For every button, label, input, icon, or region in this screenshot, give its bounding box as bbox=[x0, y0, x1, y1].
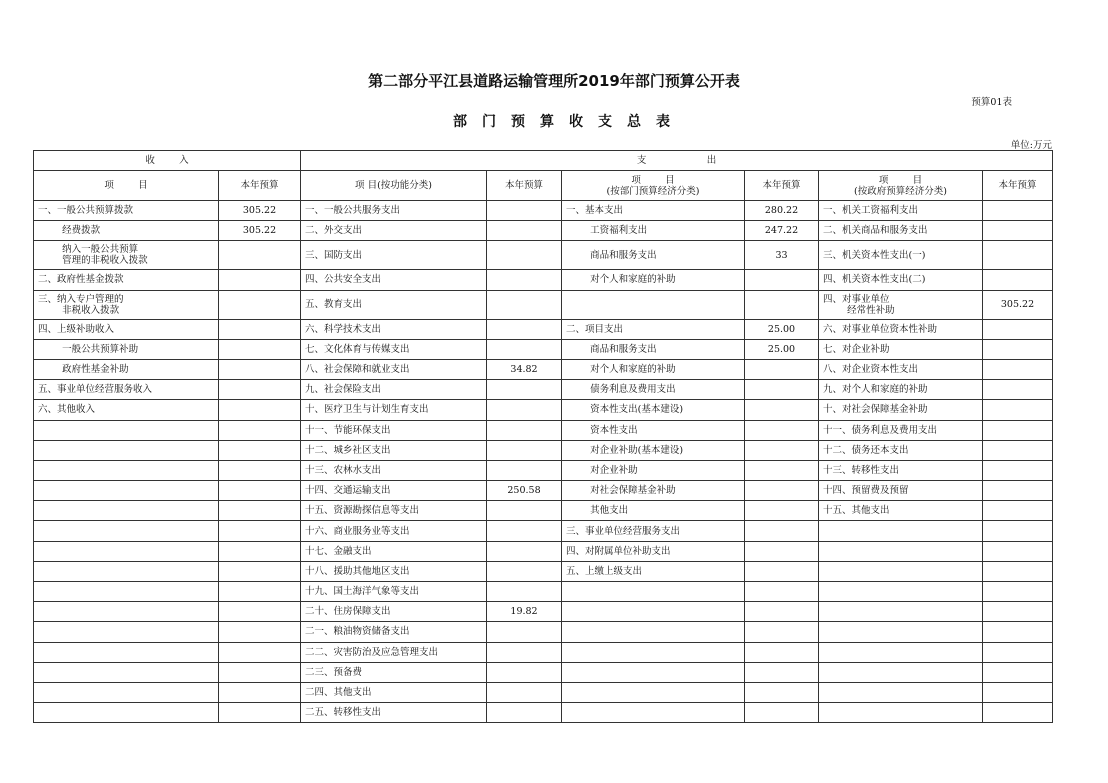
budget-amount-cell: 280.22 bbox=[745, 201, 819, 221]
item-name-cell bbox=[34, 662, 219, 682]
item-name-cell: 七、对企业补助 bbox=[819, 339, 983, 359]
budget-amount-cell bbox=[487, 662, 562, 682]
item-name-cell: 六、科学技术支出 bbox=[301, 319, 487, 339]
table-row bbox=[34, 221, 1053, 241]
item-name-cell bbox=[34, 440, 219, 460]
budget-amount-cell bbox=[745, 460, 819, 480]
budget-amount-cell bbox=[487, 201, 562, 221]
budget-amount-cell bbox=[487, 290, 562, 319]
budget-amount-cell bbox=[219, 290, 301, 319]
expenditure-section-header: 支 出 bbox=[301, 151, 1053, 171]
budget-amount-cell: 305.22 bbox=[219, 221, 301, 241]
budget-amount-cell bbox=[487, 241, 562, 270]
item-name-cell bbox=[562, 602, 745, 622]
item-name-cell bbox=[562, 682, 745, 702]
budget-amount-cell bbox=[487, 521, 562, 541]
budget-amount-cell bbox=[983, 400, 1053, 420]
budget-amount-cell bbox=[487, 682, 562, 702]
column-header: 本年预算 bbox=[487, 171, 562, 201]
budget-amount-cell bbox=[487, 380, 562, 400]
item-name-cell: 六、对事业单位资本性补助 bbox=[819, 319, 983, 339]
item-name-cell: 十四、交通运输支出 bbox=[301, 481, 487, 501]
budget-summary-table bbox=[33, 150, 1053, 723]
budget-amount-cell bbox=[745, 359, 819, 379]
item-name-cell: 三、事业单位经营服务支出 bbox=[562, 521, 745, 541]
budget-amount-cell bbox=[745, 703, 819, 723]
item-name-cell: 资本性支出 bbox=[562, 420, 745, 440]
item-name-cell: 十五、资源勘探信息等支出 bbox=[301, 501, 487, 521]
table-row bbox=[34, 582, 1053, 602]
item-name-cell bbox=[562, 703, 745, 723]
item-name-cell: 经费拨款 bbox=[34, 221, 219, 241]
budget-amount-cell: 33 bbox=[745, 241, 819, 270]
item-name-cell: 九、社会保险支出 bbox=[301, 380, 487, 400]
budget-amount-cell bbox=[219, 420, 301, 440]
budget-amount-cell bbox=[487, 440, 562, 460]
item-name-cell bbox=[34, 602, 219, 622]
budget-amount-cell bbox=[487, 561, 562, 581]
item-name-cell: 四、公共安全支出 bbox=[301, 270, 487, 290]
item-name-cell bbox=[819, 662, 983, 682]
budget-amount-cell bbox=[219, 270, 301, 290]
table-row bbox=[34, 642, 1053, 662]
table-row bbox=[34, 201, 1053, 221]
item-name-cell: 对社会保障基金补助 bbox=[562, 481, 745, 501]
budget-amount-cell bbox=[983, 339, 1053, 359]
budget-amount-cell bbox=[487, 339, 562, 359]
budget-amount-cell bbox=[983, 359, 1053, 379]
item-name-cell: 纳入一般公共预算 管理的非税收入拨款 bbox=[34, 241, 219, 270]
budget-amount-cell bbox=[983, 622, 1053, 642]
item-name-cell bbox=[819, 682, 983, 702]
budget-amount-cell bbox=[983, 582, 1053, 602]
budget-amount-cell bbox=[219, 602, 301, 622]
item-name-cell bbox=[562, 642, 745, 662]
budget-amount-cell bbox=[487, 319, 562, 339]
item-name-cell: 五、事业单位经营服务收入 bbox=[34, 380, 219, 400]
budget-amount-cell bbox=[745, 501, 819, 521]
column-header: 项 目 (按政府预算经济分类) bbox=[819, 171, 983, 201]
item-name-cell: 一、一般公共服务支出 bbox=[301, 201, 487, 221]
budget-amount-cell bbox=[219, 561, 301, 581]
item-name-cell bbox=[34, 561, 219, 581]
budget-amount-cell bbox=[487, 622, 562, 642]
item-name-cell: 十二、城乡社区支出 bbox=[301, 440, 487, 460]
item-name-cell: 十二、债务还本支出 bbox=[819, 440, 983, 460]
budget-amount-cell bbox=[219, 400, 301, 420]
budget-amount-cell bbox=[983, 501, 1053, 521]
table-row bbox=[34, 440, 1053, 460]
item-name-cell: 三、机关资本性支出(一) bbox=[819, 241, 983, 270]
budget-amount-cell bbox=[983, 380, 1053, 400]
item-name-cell: 二四、其他支出 bbox=[301, 682, 487, 702]
item-name-cell bbox=[819, 642, 983, 662]
item-name-cell: 四、上级补助收入 bbox=[34, 319, 219, 339]
budget-amount-cell bbox=[487, 541, 562, 561]
budget-amount-cell bbox=[983, 481, 1053, 501]
item-name-cell: 四、机关资本性支出(二) bbox=[819, 270, 983, 290]
table-row bbox=[34, 703, 1053, 723]
item-name-cell bbox=[34, 481, 219, 501]
budget-amount-cell bbox=[487, 501, 562, 521]
form-code: 预算01表 bbox=[971, 97, 1012, 108]
budget-amount-cell bbox=[983, 201, 1053, 221]
item-name-cell: 十、对社会保障基金补助 bbox=[819, 400, 983, 420]
budget-amount-cell bbox=[983, 221, 1053, 241]
table-row bbox=[34, 662, 1053, 682]
column-header-row bbox=[34, 171, 1053, 201]
item-name-cell: 商品和服务支出 bbox=[562, 339, 745, 359]
table-row bbox=[34, 420, 1053, 440]
item-name-cell bbox=[34, 420, 219, 440]
budget-amount-cell bbox=[487, 400, 562, 420]
item-name-cell: 二十、住房保障支出 bbox=[301, 602, 487, 622]
item-name-cell: 二五、转移性支出 bbox=[301, 703, 487, 723]
budget-amount-cell bbox=[745, 582, 819, 602]
item-name-cell: 二、政府性基金拨款 bbox=[34, 270, 219, 290]
budget-amount-cell: 19.82 bbox=[487, 602, 562, 622]
item-name-cell bbox=[562, 622, 745, 642]
budget-amount-cell bbox=[219, 501, 301, 521]
table-row bbox=[34, 622, 1053, 642]
table-row bbox=[34, 521, 1053, 541]
budget-amount-cell bbox=[983, 642, 1053, 662]
item-name-cell bbox=[819, 602, 983, 622]
budget-amount-cell bbox=[983, 241, 1053, 270]
item-name-cell: 十七、金融支出 bbox=[301, 541, 487, 561]
item-name-cell: 八、对企业资本性支出 bbox=[819, 359, 983, 379]
budget-amount-cell bbox=[745, 561, 819, 581]
report-title: 第二部分平江县道路运输管理所2019年部门预算公开表 bbox=[368, 72, 740, 90]
item-name-cell bbox=[819, 703, 983, 723]
item-name-cell bbox=[819, 561, 983, 581]
budget-amount-cell bbox=[219, 481, 301, 501]
budget-amount-cell bbox=[219, 582, 301, 602]
budget-amount-cell: 25.00 bbox=[745, 339, 819, 359]
item-name-cell: 一、机关工资福利支出 bbox=[819, 201, 983, 221]
table-row bbox=[34, 682, 1053, 702]
item-name-cell: 十九、国土海洋气象等支出 bbox=[301, 582, 487, 602]
item-name-cell: 工资福利支出 bbox=[562, 221, 745, 241]
budget-amount-cell bbox=[983, 420, 1053, 440]
item-name-cell: 二一、粮油物资储备支出 bbox=[301, 622, 487, 642]
item-name-cell bbox=[34, 642, 219, 662]
budget-amount-cell bbox=[487, 703, 562, 723]
item-name-cell: 对企业补助 bbox=[562, 460, 745, 480]
item-name-cell: 一般公共预算补助 bbox=[34, 339, 219, 359]
table-body bbox=[34, 201, 1053, 723]
column-header: 本年预算 bbox=[219, 171, 301, 201]
item-name-cell: 一、基本支出 bbox=[562, 201, 745, 221]
budget-amount-cell bbox=[219, 460, 301, 480]
budget-amount-cell bbox=[219, 339, 301, 359]
budget-amount-cell bbox=[745, 682, 819, 702]
table-row bbox=[34, 460, 1053, 480]
budget-amount-cell bbox=[487, 582, 562, 602]
item-name-cell bbox=[819, 622, 983, 642]
item-name-cell: 三、纳入专户管理的 非税收入拨款 bbox=[34, 290, 219, 319]
budget-amount-cell bbox=[487, 270, 562, 290]
budget-amount-cell bbox=[219, 622, 301, 642]
budget-amount-cell bbox=[983, 541, 1053, 561]
budget-amount-cell bbox=[219, 682, 301, 702]
table-row bbox=[34, 380, 1053, 400]
item-name-cell bbox=[562, 662, 745, 682]
table-row bbox=[34, 541, 1053, 561]
budget-amount-cell bbox=[219, 241, 301, 270]
item-name-cell bbox=[34, 460, 219, 480]
item-name-cell: 四、对事业单位 经常性补助 bbox=[819, 290, 983, 319]
budget-amount-cell bbox=[219, 703, 301, 723]
item-name-cell: 十、医疗卫生与计划生育支出 bbox=[301, 400, 487, 420]
item-name-cell bbox=[819, 541, 983, 561]
table-row bbox=[34, 319, 1053, 339]
item-name-cell: 二、机关商品和服务支出 bbox=[819, 221, 983, 241]
budget-amount-cell bbox=[983, 521, 1053, 541]
item-name-cell bbox=[562, 290, 745, 319]
budget-amount-cell bbox=[983, 662, 1053, 682]
budget-amount-cell bbox=[745, 440, 819, 460]
item-name-cell: 十五、其他支出 bbox=[819, 501, 983, 521]
budget-amount-cell bbox=[983, 440, 1053, 460]
item-name-cell: 四、对附属单位补助支出 bbox=[562, 541, 745, 561]
item-name-cell: 七、文化体育与传媒支出 bbox=[301, 339, 487, 359]
item-name-cell: 商品和服务支出 bbox=[562, 241, 745, 270]
item-name-cell: 六、其他收入 bbox=[34, 400, 219, 420]
item-name-cell bbox=[34, 703, 219, 723]
item-name-cell: 二三、预备费 bbox=[301, 662, 487, 682]
item-name-cell: 二、外交支出 bbox=[301, 221, 487, 241]
column-header-group bbox=[34, 171, 1053, 201]
budget-amount-cell bbox=[745, 541, 819, 561]
table-row bbox=[34, 290, 1053, 319]
item-name-cell bbox=[34, 501, 219, 521]
budget-amount-cell bbox=[983, 682, 1053, 702]
column-header: 项 目 bbox=[34, 171, 219, 201]
item-name-cell: 资本性支出(基本建设) bbox=[562, 400, 745, 420]
table-row bbox=[34, 400, 1053, 420]
item-name-cell: 五、上缴上级支出 bbox=[562, 561, 745, 581]
item-name-cell: 五、教育支出 bbox=[301, 290, 487, 319]
item-name-cell: 对个人和家庭的补助 bbox=[562, 359, 745, 379]
budget-amount-cell bbox=[745, 602, 819, 622]
table-row bbox=[34, 339, 1053, 359]
item-name-cell bbox=[34, 622, 219, 642]
table-row bbox=[34, 501, 1053, 521]
item-name-cell: 政府性基金补助 bbox=[34, 359, 219, 379]
item-name-cell: 十一、节能环保支出 bbox=[301, 420, 487, 440]
budget-amount-cell bbox=[487, 221, 562, 241]
table-row bbox=[34, 241, 1053, 270]
budget-amount-cell bbox=[745, 380, 819, 400]
table-row bbox=[34, 561, 1053, 581]
item-name-cell: 十八、援助其他地区支出 bbox=[301, 561, 487, 581]
budget-amount-cell bbox=[219, 440, 301, 460]
budget-amount-cell: 25.00 bbox=[745, 319, 819, 339]
column-header: 本年预算 bbox=[983, 171, 1053, 201]
budget-amount-cell bbox=[745, 400, 819, 420]
budget-amount-cell bbox=[745, 642, 819, 662]
unit-label: 单位:万元 bbox=[1010, 140, 1052, 151]
budget-amount-cell bbox=[745, 521, 819, 541]
item-name-cell: 二二、灾害防治及应急管理支出 bbox=[301, 642, 487, 662]
item-name-cell: 债务利息及费用支出 bbox=[562, 380, 745, 400]
budget-amount-cell bbox=[487, 642, 562, 662]
item-name-cell bbox=[34, 582, 219, 602]
item-name-cell bbox=[562, 582, 745, 602]
column-header: 本年预算 bbox=[745, 171, 819, 201]
item-name-cell: 对企业补助(基本建设) bbox=[562, 440, 745, 460]
budget-amount-cell bbox=[487, 460, 562, 480]
budget-amount-cell bbox=[745, 622, 819, 642]
item-name-cell bbox=[34, 541, 219, 561]
budget-amount-cell bbox=[487, 420, 562, 440]
item-name-cell bbox=[819, 521, 983, 541]
item-name-cell: 八、社会保障和就业支出 bbox=[301, 359, 487, 379]
budget-amount-cell bbox=[745, 662, 819, 682]
item-name-cell: 其他支出 bbox=[562, 501, 745, 521]
budget-amount-cell: 305.22 bbox=[983, 290, 1053, 319]
budget-amount-cell bbox=[983, 270, 1053, 290]
table-row bbox=[34, 481, 1053, 501]
budget-amount-cell bbox=[219, 541, 301, 561]
budget-amount-cell bbox=[745, 420, 819, 440]
item-name-cell: 一、一般公共预算拨款 bbox=[34, 201, 219, 221]
column-header: 项 目 (按部门预算经济分类) bbox=[562, 171, 745, 201]
table-subtitle: 部门预算收支总表 bbox=[453, 114, 685, 130]
income-section-header: 收 入 bbox=[34, 151, 301, 171]
item-name-cell: 十四、预留费及预留 bbox=[819, 481, 983, 501]
budget-amount-cell: 250.58 bbox=[487, 481, 562, 501]
budget-amount-cell bbox=[219, 359, 301, 379]
item-name-cell: 三、国防支出 bbox=[301, 241, 487, 270]
section-header-row bbox=[34, 151, 1053, 171]
item-name-cell: 十三、农林水支出 bbox=[301, 460, 487, 480]
item-name-cell: 十一、债务利息及费用支出 bbox=[819, 420, 983, 440]
item-name-cell: 二、项目支出 bbox=[562, 319, 745, 339]
item-name-cell: 九、对个人和家庭的补助 bbox=[819, 380, 983, 400]
budget-amount-cell bbox=[983, 703, 1053, 723]
budget-amount-cell bbox=[219, 642, 301, 662]
budget-amount-cell: 247.22 bbox=[745, 221, 819, 241]
table-row bbox=[34, 602, 1053, 622]
budget-amount-cell bbox=[983, 319, 1053, 339]
table-row bbox=[34, 359, 1053, 379]
table-row bbox=[34, 270, 1053, 290]
budget-amount-cell bbox=[219, 380, 301, 400]
budget-amount-cell bbox=[219, 662, 301, 682]
budget-amount-cell: 305.22 bbox=[219, 201, 301, 221]
item-name-cell bbox=[34, 682, 219, 702]
budget-amount-cell bbox=[219, 521, 301, 541]
budget-amount-cell bbox=[745, 270, 819, 290]
budget-amount-cell bbox=[745, 290, 819, 319]
item-name-cell: 对个人和家庭的补助 bbox=[562, 270, 745, 290]
item-name-cell bbox=[819, 582, 983, 602]
item-name-cell: 十三、转移性支出 bbox=[819, 460, 983, 480]
item-name-cell: 十六、商业服务业等支出 bbox=[301, 521, 487, 541]
budget-amount-cell bbox=[983, 602, 1053, 622]
budget-amount-cell bbox=[983, 460, 1053, 480]
item-name-cell bbox=[34, 521, 219, 541]
budget-amount-cell bbox=[219, 319, 301, 339]
budget-amount-cell bbox=[745, 481, 819, 501]
budget-amount-cell bbox=[983, 561, 1053, 581]
budget-amount-cell: 34.82 bbox=[487, 359, 562, 379]
column-header: 项 目(按功能分类) bbox=[301, 171, 487, 201]
